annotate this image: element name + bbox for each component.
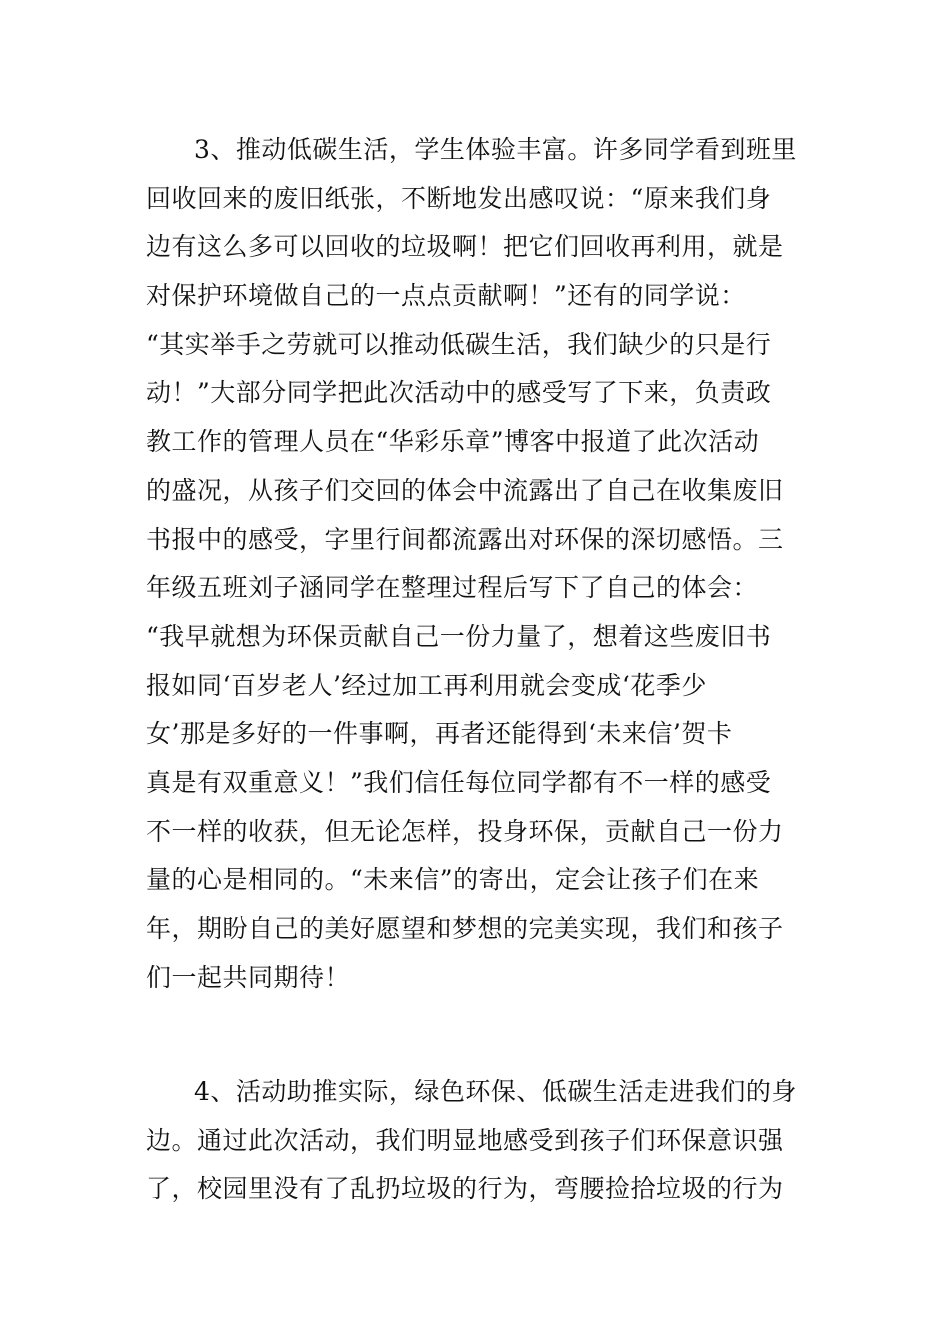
paragraph-line: 边。通过此次活动，我们明显地感受到孩子们环保意识强 <box>146 1125 784 1155</box>
paragraph-line: 对保护环境做自己的一点点贡献啊！”还有的同学说： <box>146 281 746 311</box>
paragraph-line: 了，校园里没有了乱扔垃圾的行为，弯腰捡拾垃圾的行为 <box>146 1174 784 1204</box>
paragraph-line: 书报中的感受，字里行间都流露出对环保的深切感悟。三 <box>146 524 784 554</box>
paragraph-line: 4、活动助推实际，绿色环保、低碳生活走进我们的身 <box>194 1077 797 1106</box>
paragraph-line: “我早就想为环保贡献自己一份力量了，想着这些废旧书 <box>146 621 772 651</box>
paragraph-line: 不一样的收获，但无论怎样，投身环保，贡献自己一份力 <box>146 816 784 846</box>
paragraph-line: 量的心是相同的。“未来信”的寄出，定会让孩子们在来 <box>146 865 760 895</box>
paragraph-line: 们一起共同期待！ <box>146 962 351 992</box>
paragraph-low-carbon-life <box>146 126 806 1002</box>
paragraph-line: 边有这么多可以回收的垃圾啊！把它们回收再利用，就是 <box>146 232 784 262</box>
paragraph-line: 教工作的管理人员在“华彩乐章”博客中报道了此次活动 <box>146 427 760 457</box>
paragraph-line: “其实举手之劳就可以推动低碳生活，我们缺少的只是行 <box>146 329 772 359</box>
paragraph-line: 女’那是多好的一件事啊，再者还能得到‘未来信’贺卡 <box>146 719 733 749</box>
paragraph-line: 真是有双重意义！”我们信任每位同学都有不一样的感受 <box>146 767 772 797</box>
paragraph-line: 的盛况，从孩子们交回的体会中流露出了自己在收集废旧 <box>146 475 784 505</box>
paragraph-line: 3、推动低碳生活，学生体验丰富。许多同学看到班里 <box>194 135 797 164</box>
paragraph-line: 报如同‘百岁老人’经过加工再利用就会变成‘花季少 <box>146 670 707 700</box>
paragraph-green-environment <box>146 1068 806 1214</box>
paragraph-line: 动！”大部分同学把此次活动中的感受写了下来，负责政 <box>146 378 772 408</box>
paragraph-line: 年，期盼自己的美好愿望和梦想的完美实现，我们和孩子 <box>146 914 784 943</box>
paragraph-line: 回收回来的废旧纸张，不断地发出感叹说：“原来我们身 <box>146 183 772 213</box>
paragraph-line: 年级五班刘子涵同学在整理过程后写下了自己的体会： <box>146 573 759 603</box>
